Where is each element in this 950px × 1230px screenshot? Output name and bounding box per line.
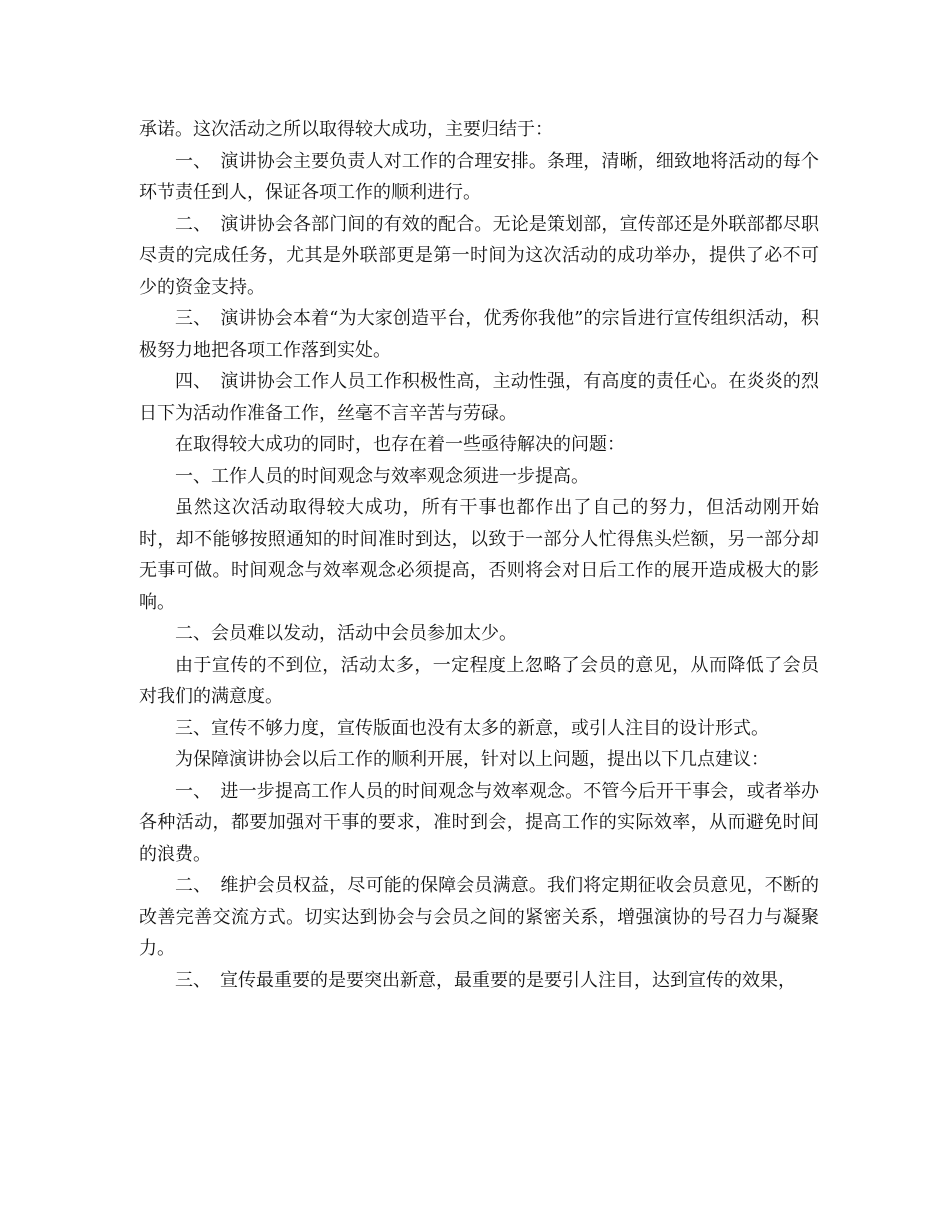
- paragraph-suggestions-intro: 为保障演讲协会以后工作的顺利开展，针对以上问题，提出以下几点建议：: [175, 749, 769, 770]
- paragraph-problems-intro: 在取得较大成功的同时，也存在着一些亟待解决的问题：: [175, 434, 625, 455]
- paragraph-problem-1-heading: 一、工作人员的时间观念与效率观念须进一步提高。: [175, 465, 589, 487]
- paragraph-suggestion-3: 三、 宣传最重要的是要突出新意，最重要的是要引人注目，达到宣传的效果，: [175, 969, 796, 991]
- paragraph-problem-2-heading: 二、会员难以发动，活动中会员参加太少。: [175, 623, 517, 644]
- paragraph-problem-2-detail: 由于宣传的不到位，活动太多，一定程度上忽略了会员的意见，从而降低了会员对我们的满意度。: [139, 654, 819, 707]
- paragraph-success-reason-3: 三、 演讲协会本着“为大家创造平台，优秀你我他”的宗旨进行宣传组织活动，积极努力地把各项工作落到实处。: [139, 308, 819, 361]
- paragraph-problem-1-detail: 虽然这次活动取得较大成功，所有干事也都作出了自己的努力，但活动刚开始时，却不能够按照通知的时间准时到达，以致于一部分人忙得焦头烂额，另一部分却无事可做。时间观念与效率观念必须提高，否则将会对日后工作的展开造成极大的影响。: [139, 497, 819, 613]
- paragraph-suggestion-1: 一、 进一步提高工作人员的时间观念与效率观念。不管今后开干事会，或者举办各种活动，都要加强对干事的要求，准时到会，提高工作的实际效率，从而避免时间的浪费。: [139, 780, 819, 865]
- paragraph-suggestion-2: 二、 维护会员权益，尽可能的保障会员满意。我们将定期征收会员意见，不断的改善完善交流方式。切实达到协会与会员之间的紧密关系，增强演协的号召力与凝聚力。: [139, 875, 819, 959]
- paragraph-success-reason-1: 一、 演讲协会主要负责人对工作的合理安排。条理，清晰，细致地将活动的每个环节责任到人，保证各项工作的顺利进行。: [139, 150, 819, 203]
- paragraph-success-reason-4: 四、 演讲协会工作人员工作积极性高，主动性强，有高度的责任心。在炎炎的烈日下为活动作准备工作，丝毫不言辛苦与劳碌。: [139, 371, 819, 424]
- paragraph-success-reason-2: 二、 演讲协会各部门间的有效的配合。无论是策划部，宣传部还是外联部都尽职尽责的完成任务，尤其是外联部更是第一时间为这次活动的成功举办，提供了必不可少的资金支持。: [139, 213, 819, 298]
- paragraph-problem-3-heading: 三、宣传不够力度，宣传版面也没有太多的新意，或引人注目的设计形式。: [175, 717, 769, 739]
- document-body: [139, 114, 819, 996]
- paragraph-continuation: 承诺。这次活动之所以取得较大成功，主要归结于：: [139, 119, 553, 140]
